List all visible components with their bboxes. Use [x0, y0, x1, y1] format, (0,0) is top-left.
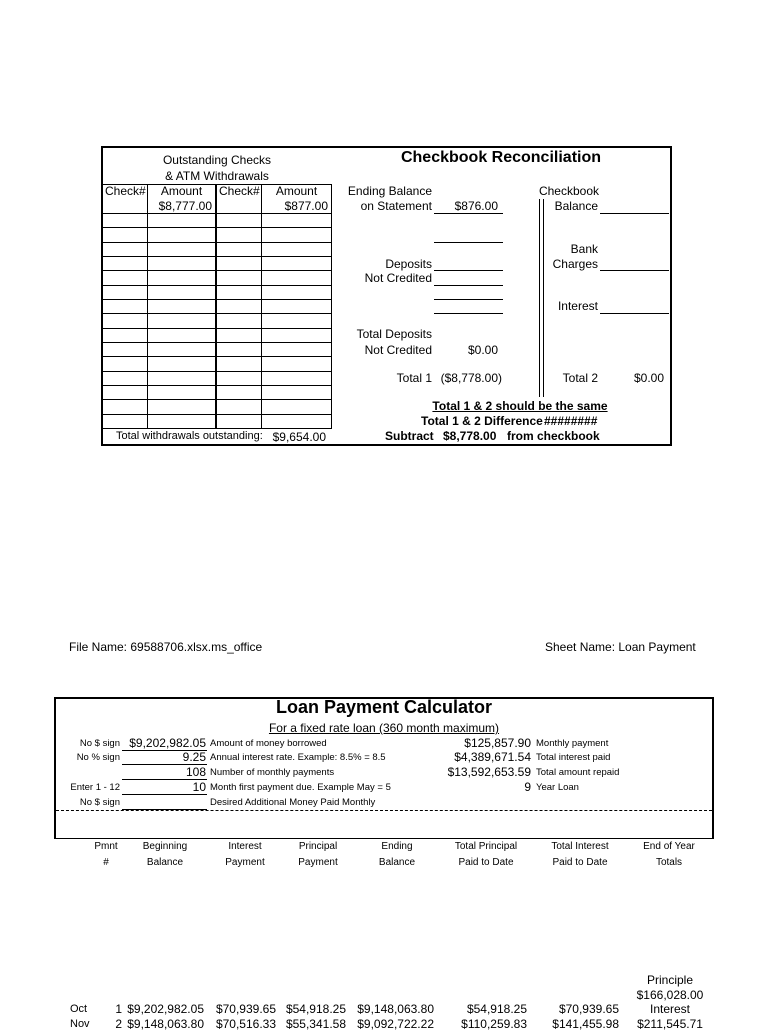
- input-hint: No $ sign: [79, 797, 120, 808]
- grid-row-line: [103, 428, 332, 429]
- total-deposits-label: Total Deposits: [356, 327, 432, 341]
- output-value: $125,857.90: [464, 736, 531, 750]
- input-description: Annual interest rate. Example: 8.5% = 8.5: [210, 752, 386, 763]
- bank-charges-line: [600, 270, 669, 271]
- first-amount-1[interactable]: $8,777.00: [158, 199, 212, 213]
- bank-charges-label: Bank: [570, 242, 598, 256]
- grid-col-line-2: [215, 184, 217, 429]
- input-value[interactable]: 10: [192, 780, 206, 794]
- deposit-line-3: [434, 285, 503, 286]
- row-total-principal: $54,918.25: [466, 1002, 527, 1016]
- grid-row-line: [103, 328, 332, 329]
- row-beginning-balance: $9,202,982.05: [127, 1002, 204, 1016]
- row-payment-number: 1: [115, 1002, 122, 1016]
- column-header-sub: Totals: [655, 857, 683, 868]
- output-description: Monthly payment: [536, 738, 609, 749]
- column-header: End of Year: [643, 841, 695, 852]
- column-header-sub: Paid to Date: [552, 857, 608, 868]
- grid-row-line: [103, 256, 332, 257]
- column-header: Interest: [228, 841, 262, 852]
- col-amount-1: Amount: [160, 184, 203, 198]
- input-description: Number of monthly payments: [210, 767, 335, 778]
- deposit-line-2: [434, 270, 503, 271]
- divider-double-right: [543, 199, 544, 397]
- grid-row-line: [103, 356, 332, 357]
- output-description: Total interest paid: [536, 752, 611, 763]
- output-value: $13,592,653.59: [447, 765, 531, 779]
- col-amount-2: Amount: [275, 184, 318, 198]
- row-ending-balance: $9,148,063.80: [357, 1002, 434, 1016]
- outstanding-title: Outstanding Checks: [162, 153, 272, 167]
- input-description: Amount of money borrowed: [210, 738, 327, 749]
- column-header-sub: #: [103, 857, 109, 868]
- row-month: Oct: [70, 1003, 88, 1015]
- bank-charges-label-2: Charges: [552, 257, 598, 271]
- loan-subtitle: For a fixed rate loan (360 month maximum): [268, 721, 500, 735]
- output-description: Year Loan: [536, 782, 579, 793]
- deposit-line-5: [434, 313, 503, 314]
- grid-row-line: [103, 270, 332, 271]
- file-name: File Name: 69588706.xlsx.ms_office: [69, 640, 263, 654]
- subtract-suffix: from checkbook: [507, 429, 600, 443]
- loan-title: Loan Payment Calculator: [275, 697, 493, 717]
- ending-balance-label: Ending Balance: [347, 184, 432, 198]
- loan-right-border: [712, 697, 714, 839]
- deposits-label-2: Not Credited: [364, 271, 432, 285]
- total-deposits-label-2: Not Credited: [364, 343, 432, 357]
- total-withdrawals-label: Total withdrawals outstanding:: [116, 430, 263, 442]
- grid-col-line-1: [147, 184, 148, 429]
- output-description: Total amount repaid: [536, 767, 620, 778]
- col-check-2: Check#: [219, 184, 260, 198]
- row-total-interest: $70,939.65: [558, 1002, 619, 1016]
- grid-col-line-3: [261, 184, 262, 429]
- grid-row-line: [103, 213, 332, 214]
- total-deposits-value: $0.00: [467, 343, 498, 357]
- column-header-sub: Payment: [225, 857, 265, 868]
- interest-line: [600, 313, 669, 314]
- first-amount-2[interactable]: $877.00: [284, 199, 328, 213]
- ending-balance-underline: [434, 213, 503, 214]
- row-interest-payment: $70,939.65: [215, 1002, 276, 1016]
- total2-label: Total 2: [562, 371, 598, 385]
- row-beginning-balance: $9,148,063.80: [127, 1017, 204, 1031]
- grid-row-line: [103, 385, 332, 386]
- total1-value: ($8,778.00): [440, 371, 502, 385]
- difference-value: ########: [544, 414, 598, 428]
- column-header: Pmnt: [94, 841, 118, 852]
- grid-row-line: [103, 227, 332, 228]
- checkbook-balance-label: Checkbook: [538, 184, 600, 198]
- input-hint: No $ sign: [79, 738, 120, 749]
- checkbook-balance-line: [600, 213, 669, 214]
- row-principal-payment: $55,341.58: [285, 1017, 346, 1031]
- grid-row-line: [103, 242, 332, 243]
- year-interest-label: Interest: [649, 1002, 691, 1016]
- input-description: Month first payment due. Example May = 5: [210, 782, 391, 793]
- total2-value: $0.00: [633, 371, 664, 385]
- loan-bottom-border: [54, 838, 714, 839]
- reconciliation-title: Checkbook Reconciliation: [400, 149, 602, 166]
- outstanding-subtitle: & ATM Withdrawals: [165, 169, 269, 183]
- col-check-1: Check#: [105, 184, 146, 198]
- grid-row-line: [103, 399, 332, 400]
- deposit-line-4: [434, 299, 503, 300]
- total1-label: Total 1: [396, 371, 432, 385]
- grid-right-line: [331, 184, 332, 429]
- column-header: Principal: [298, 841, 338, 852]
- column-header-sub: Balance: [146, 857, 184, 868]
- same-note: Total 1 & 2 should be the same: [432, 399, 608, 413]
- column-header: Ending: [381, 841, 413, 852]
- input-hint: Enter 1 - 12: [70, 782, 120, 793]
- input-hint: No % sign: [76, 752, 120, 763]
- input-value[interactable]: 9.25: [182, 750, 206, 764]
- interest-label: Interest: [557, 299, 598, 313]
- year-interest-value: $211,545.71: [637, 1017, 703, 1031]
- input-underline: [122, 809, 207, 810]
- divider-double-left: [539, 199, 540, 397]
- subtract-label: Subtract: [385, 429, 434, 443]
- checkbook-balance-label-2: Balance: [554, 199, 598, 213]
- input-value[interactable]: $9,202,982.05: [129, 736, 206, 750]
- row-ending-balance: $9,092,722.22: [357, 1017, 434, 1031]
- output-value: 9: [524, 780, 531, 794]
- grid-row-line: [103, 285, 332, 286]
- row-principal-payment: $54,918.25: [285, 1002, 346, 1016]
- deposit-line-1: [434, 242, 503, 243]
- loan-left-border: [54, 697, 56, 839]
- row-payment-number: 2: [115, 1017, 122, 1031]
- column-header-sub: Payment: [298, 857, 338, 868]
- input-description: Desired Additional Money Paid Monthly: [210, 797, 376, 808]
- total-withdrawals-value: $9,654.00: [272, 430, 326, 444]
- grid-row-line: [103, 342, 332, 343]
- subtract-value: $8,778.00: [443, 429, 497, 443]
- ending-balance-label-2: on Statement: [360, 199, 432, 213]
- year-principle-label: Principle: [646, 973, 694, 987]
- grid-row-line: [103, 313, 332, 314]
- column-header: Total Interest: [551, 841, 609, 852]
- row-total-principal: $110,259.83: [461, 1017, 527, 1031]
- input-value[interactable]: 108: [185, 765, 206, 779]
- row-month: Nov: [70, 1018, 90, 1030]
- input-underline: [122, 794, 207, 795]
- ending-balance-value[interactable]: $876.00: [454, 199, 498, 213]
- output-value: $4,389,671.54: [454, 750, 531, 764]
- grid-row-line: [103, 414, 332, 415]
- deposits-label: Deposits: [385, 257, 432, 271]
- row-interest-payment: $70,516.33: [215, 1017, 276, 1031]
- grid-row-line: [103, 371, 332, 372]
- sheet-name: Sheet Name: Loan Payment: [545, 640, 696, 654]
- column-header: Beginning: [142, 841, 188, 852]
- row-total-interest: $141,455.98: [552, 1017, 619, 1031]
- difference-label: Total 1 & 2 Difference: [421, 414, 543, 428]
- loan-dashed-divider: [56, 810, 712, 811]
- column-header: Total Principal: [454, 841, 518, 852]
- year-principle-value: $166,028.00: [636, 988, 704, 1002]
- column-header-sub: Paid to Date: [458, 857, 514, 868]
- column-header-sub: Balance: [378, 857, 416, 868]
- grid-row-line: [103, 299, 332, 300]
